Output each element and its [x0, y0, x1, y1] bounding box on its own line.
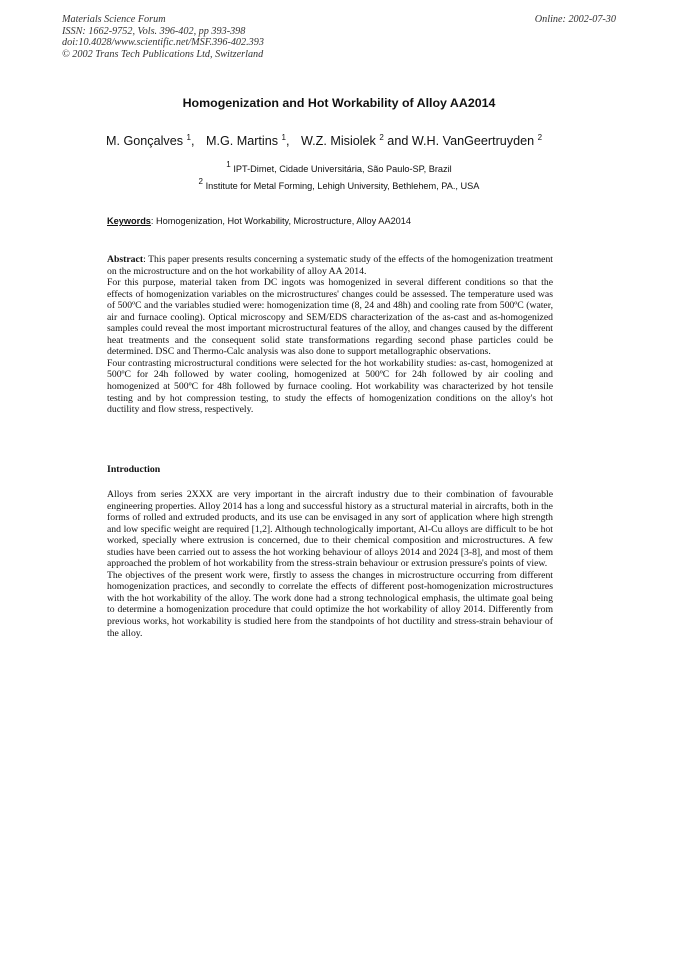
abstract-label: Abstract: [107, 254, 144, 265]
author-separator: ,: [190, 134, 195, 148]
issn-line: ISSN: 1662-9752, Vols. 396-402, pp 393-398: [62, 25, 246, 37]
paper-title: Homogenization and Hot Workability of Alloy AA2014: [182, 96, 496, 110]
affiliation-number: 2: [198, 177, 203, 186]
affiliation-1: [0, 160, 678, 174]
affiliation-2: [0, 177, 678, 191]
abstract-section: [107, 254, 553, 416]
introduction-paragraph: Alloys from series 2XXX are very important in the aircraft industry due to their combination of favourable engineering properties. Alloy 2014 has a long and successful history as a structural material in aircrafts, both in the forms of rolled and extruded products, and its use can be envisaged in any sort of application where high strength and low specific weight are required [1,2]. Although technologically important, Al-Cu alloys are difficult to be hot worked, specially where extrusion is concerned, due to their chemical composition and microstructures. A few studies have been carried out to assess the hot working behaviour of alloys 2014 and 2024 [3-8], and most of them approached the problem of hot workability from the stress-strain behaviour or extrusion pressure's points of view.: [107, 489, 553, 570]
author-separator: and: [383, 134, 409, 148]
abstract-paragraph: For this purpose, material taken from DC ingots was homogenized in several different conditions so that the effects of homogenization variables on the microstructures' changes could be assessed. The temperature used was of 500ºC and the variables studied were: homogenization time (8, 24 and 48h) and cooling rate from 500ºC (water, air and furnace cooling). Optical microscopy and SEM/EDS characterization of the as-cast and as-homogenized samples could reveal the most important microstructural features of the alloy, and changes caused by the different heat treatments and the consequent solid state transformations regarding second phase particles could be determined. DSC and Thermo-Calc analysis was also done to support metallographic observations.: [107, 277, 553, 358]
copyright-line: © 2002 Trans Tech Publications Ltd, Switzerland: [62, 48, 264, 60]
abstract-paragraph: [107, 254, 553, 277]
author-affiliation-mark: 2: [379, 133, 384, 142]
section-heading-introduction: Introduction: [107, 464, 161, 475]
introduction-section: [107, 489, 553, 639]
author-name: M.G. Martins: [205, 134, 279, 148]
author-list: [106, 133, 542, 148]
abstract-paragraph: Four contrasting microstructural conditions were selected for the hot workability studies: as-cast, homogenized at 500ºC for 24h followed by water cooling, homogenized at 500ºC for 24h followed by air cooling and homogenized at 500ºC for 48h followed by furnace cooling. Hot workability was characterized by hot tensile testing and by hot compression testing, to study the effects of homogenization conditions on the alloy's hot ductility and flow stress, respectively.: [107, 357, 553, 416]
author-separator: ,: [285, 134, 290, 148]
affiliation-text: Institute for Metal Forming, Lehigh University, Bethlehem, PA., USA: [205, 181, 480, 191]
affiliation-text: IPT-Dimet, Cidade Universitária, São Paulo-SP, Brazil: [233, 164, 452, 174]
author-affiliation-mark: 2: [537, 133, 543, 142]
author-name: M. Gonçalves: [106, 134, 183, 148]
keywords-label: Keywords: [107, 216, 151, 226]
online-date: Online: 2002-07-30: [534, 14, 616, 25]
introduction-paragraph: The objectives of the present work were, firstly to assess the changes in microstructure occurring from different homogenization practices, and secondly to correlate the effects of different post-homogenization microstructures with the hot workability of the alloy. The work done had a strong technological emphasis, the ultimate goal being to determine a homogenization procedure that could optimize the hot workability of alloy 2014. Differently from previous works, hot workability is studied here from the standpoints of hot ductility and stress-strain behaviour of the alloy.: [107, 569, 553, 639]
journal-name: Materials Science Forum: [62, 14, 166, 25]
author-affiliation-mark: 1: [281, 133, 286, 142]
author-name: W.H. VanGeertruyden: [411, 134, 535, 148]
keywords-line: [107, 216, 411, 226]
publication-info: [62, 14, 264, 60]
abstract-text: : This paper presents results concerning a systematic study of the effects of the homogenization treatment on the microstructure and on the hot workability of alloy AA 2014.: [107, 254, 553, 277]
affiliation-number: 1: [226, 160, 231, 169]
author-name: W.Z. Misiolek: [300, 134, 376, 148]
author-affiliation-mark: 1: [186, 133, 191, 142]
keywords-text: : Homogenization, Hot Workability, Microstructure, Alloy AA2014: [150, 216, 412, 226]
doi-line: doi:10.4028/www.scientific.net/MSF.396-402.393: [62, 37, 264, 49]
